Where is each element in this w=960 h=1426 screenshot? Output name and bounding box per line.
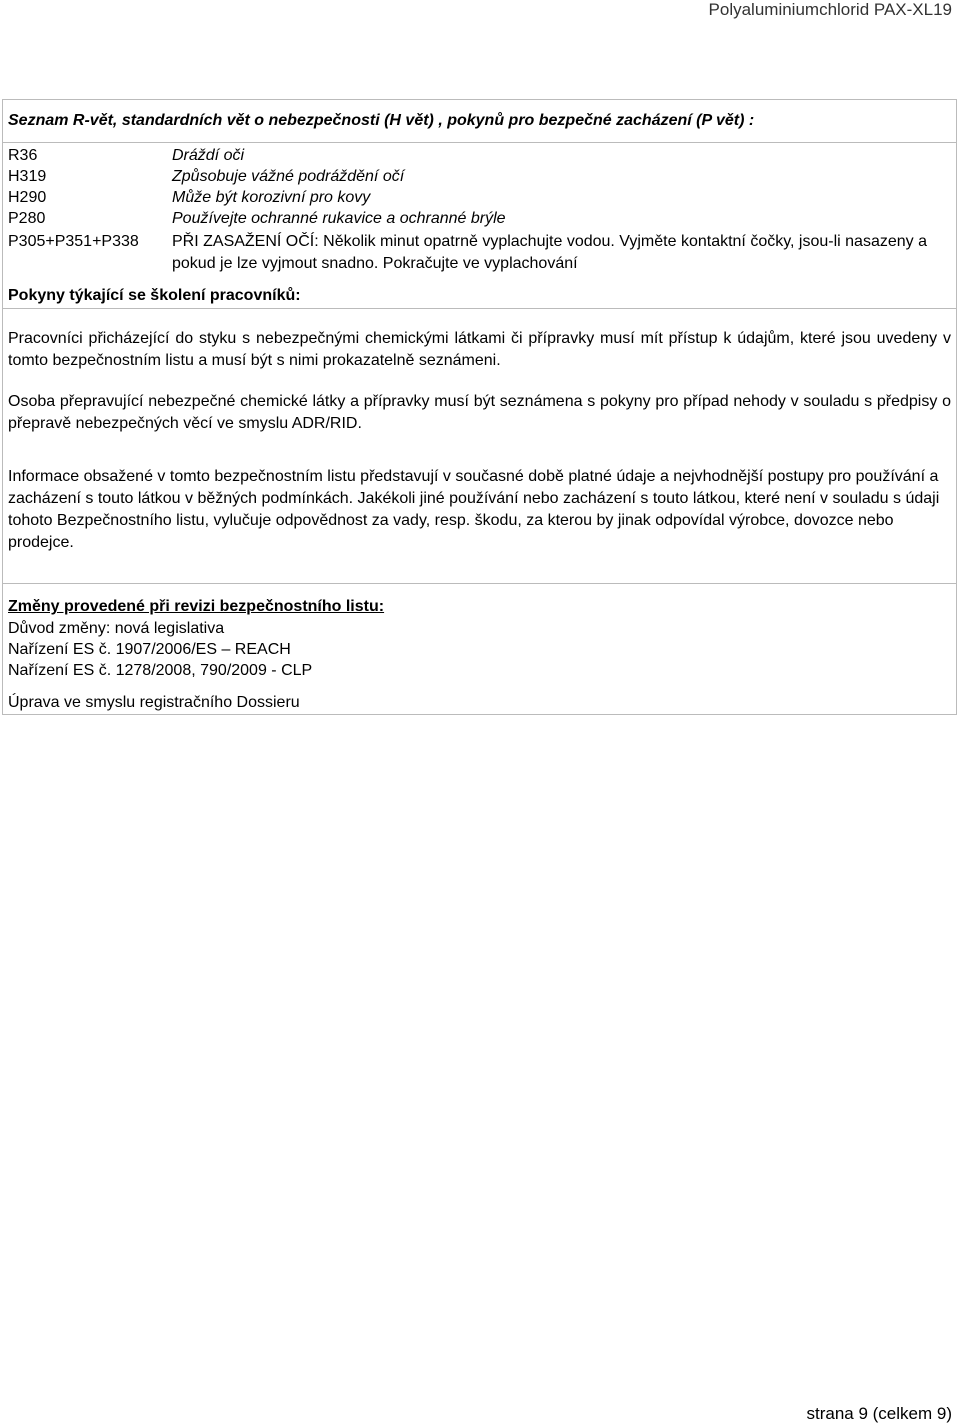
changes-divider — [3, 583, 956, 584]
phrase-code: H290 — [8, 189, 47, 206]
phrase-text: Používejte ochranné rukavice a ochranné brýle — [172, 210, 506, 227]
document-header-product: Polyaluminiumchlorid PAX-XL19 — [708, 0, 952, 19]
phrase-code: H319 — [8, 168, 47, 185]
training-divider — [3, 308, 956, 309]
phrase-text: Způsobuje vážné podráždění očí — [172, 168, 405, 185]
change-line: Nařízení ES č. 1278/2008, 790/2009 - CLP — [8, 662, 313, 679]
disclaimer-paragraph: Informace obsažené v tomto bezpečnostním listu představují v současné době platné údaje a nejvhodnější postupy pro používání a zacházení s touto látkou v běžných podmínkách. Jakékoli jiné používání nebo zacházení s touto látkou, které není v souladu s údaji tohoto Bezpečnostního listu, vylučuje odpovědnost za vady, resp. škodu, za kterou by jinak odpovídal výrobce, dovozce nebo prodejce. — [8, 468, 940, 551]
training-title: Pokyny týkající se školení pracovníků: — [8, 287, 301, 304]
section-title: Seznam R-vět, standardních vět o nebezpečnosti (H vět) , pokynů pro bezpečné zacházení (P vět) : — [8, 112, 755, 129]
changes-title: Změny provedené při revizi bezpečnostního listu: — [8, 598, 385, 615]
phrase-code: R36 — [8, 147, 38, 164]
page-number: strana 9 (celkem 9) — [806, 1404, 952, 1423]
section-divider — [3, 142, 956, 143]
training-paragraph: Pracovníci přicházející do styku s nebezpečnými chemickými látkami či přípravky musí mít přístup k údajům, které jsou uvedeny v tomto bezpečnostním listu a musí být s nimi prokazatelně seznámeni. — [8, 330, 951, 369]
change-note: Úprava ve smyslu registračního Dossieru — [8, 694, 300, 711]
phrase-text: Dráždí oči — [172, 147, 245, 164]
phrase-text: PŘI ZASAŽENÍ OČÍ: Několik minut opatrně vyplachujte vodou. Vyjměte kontaktní čočky, jsou-li nasazeny a pokud je lze vyjmout snadno. Pokračujte ve vyplachování — [172, 233, 927, 272]
phrase-code: P305+P351+P338 — [8, 233, 139, 250]
change-line: Důvod změny: nová legislativa — [8, 620, 225, 637]
change-line: Nařízení ES č. 1907/2006/ES – REACH — [8, 641, 291, 658]
training-paragraph: Osoba přepravující nebezpečné chemické látky a přípravky musí být seznámena s pokyny pro případ nehody v souladu s předpisy o přepravě nebezpečných věcí ve smyslu ADR/RID. — [8, 393, 951, 432]
phrase-text: Může být korozivní pro kovy — [172, 189, 371, 206]
phrase-code: P280 — [8, 210, 46, 227]
